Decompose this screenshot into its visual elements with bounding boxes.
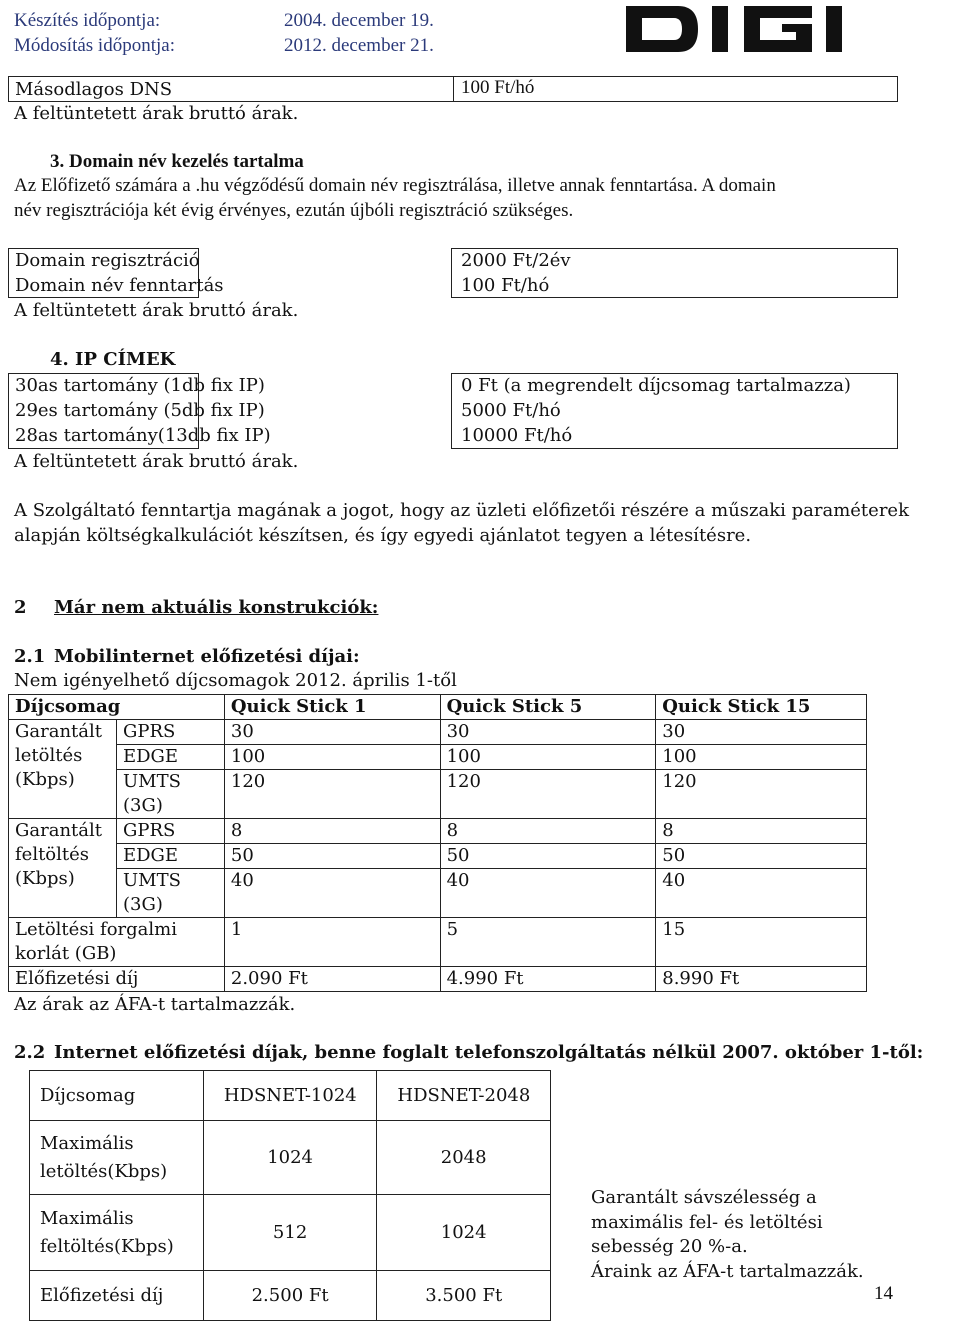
mobile-cell: 100 — [656, 745, 867, 770]
section-2-number: 2 — [14, 597, 27, 618]
mobile-subheading: Nem igényelhető díjcsomagok 2012. április 1-től — [14, 670, 457, 691]
mobile-dl-tech-gprs: GPRS — [116, 720, 224, 745]
table-row — [9, 819, 867, 844]
mobile-ul-tech-umts — [116, 869, 224, 918]
ip-28-label: 28as tartomány(13db fix IP) — [15, 425, 271, 446]
mobile-cell: 8.990 Ft — [656, 967, 867, 992]
mobile-cell: 50 — [224, 844, 440, 869]
modified-label: Módosítás időpontja: — [14, 35, 175, 56]
dns-value: 100 Ft/hó — [461, 77, 535, 98]
dsl-cell: 1024 — [203, 1121, 377, 1195]
mobile-note: Az árak az ÁFA-t tartalmazzák. — [14, 994, 296, 1015]
table-row — [30, 1271, 551, 1321]
mobile-dl-label — [9, 720, 117, 819]
table-row — [9, 695, 867, 720]
mobile-cell: 40 — [656, 869, 867, 918]
section-2-title: Már nem aktuális konstrukciók: — [54, 597, 379, 618]
mobile-cell: 15 — [656, 918, 867, 967]
mobile-ul-label-1: Garantált — [15, 820, 102, 841]
dsl-ul-label-2: feltöltés(Kbps) — [40, 1235, 174, 1257]
mobile-dl-umts: UMTS — [122, 771, 181, 792]
created-value: 2004. december 19. — [284, 10, 434, 31]
dns-row — [8, 76, 898, 102]
table-row — [30, 1121, 551, 1195]
ip-29-label: 29es tartomány (5db fix IP) — [15, 400, 265, 421]
table-row — [9, 844, 867, 869]
domain-heading: 3. Domain név kezelés tartalma — [50, 151, 304, 172]
dsl-ul-label-1: Maximális — [40, 1207, 134, 1229]
dsl-plan-2: HDSNET-2048 — [377, 1071, 551, 1121]
dsl-cell: 2048 — [377, 1121, 551, 1195]
ip-value-box — [451, 373, 898, 449]
domain-label-box — [8, 248, 224, 298]
mobile-ul-label — [9, 819, 117, 918]
digi-logo — [626, 4, 956, 54]
mobile-cell: 100 — [440, 745, 656, 770]
mobile-cell: 8 — [224, 819, 440, 844]
mobile-cell: 30 — [440, 720, 656, 745]
page-number: 14 — [874, 1283, 893, 1304]
dsl-side-note — [591, 1186, 864, 1284]
dsl-col-header: Díjcsomag — [30, 1071, 204, 1121]
dsl-side-note-3: sebesség 20 %-a. — [591, 1236, 748, 1257]
mobile-limit-label — [9, 918, 225, 967]
dsl-fee-label: Előfizetési díj — [30, 1271, 204, 1321]
ip-para-2: alapján költségkalkulációt készítsen, és így egyedi ajánlatot tegyen a létesítésre. — [14, 525, 752, 546]
mobile-dl-label-1: Garantált — [15, 721, 102, 742]
mobile-cell: 50 — [656, 844, 867, 869]
domain-keep-label: Domain név fenntartás — [15, 275, 224, 296]
table-row — [9, 869, 867, 918]
mobile-ul-tech-gprs: GPRS — [116, 819, 224, 844]
mobile-fee-label: Előfizetési díj — [9, 967, 225, 992]
mobile-heading-number: 2.1 — [14, 646, 46, 667]
dsl-cell: 3.500 Ft — [377, 1271, 551, 1321]
mobile-cell: 100 — [224, 745, 440, 770]
domain-para-1: Az Előfizető számára a .hu végződésű domain név regisztrálása, illetve annak fenntartása. A domain — [14, 175, 776, 196]
table-row — [9, 967, 867, 992]
table-row — [30, 1071, 551, 1121]
mobile-ul-umts: UMTS — [122, 870, 181, 891]
mobile-cell: 30 — [656, 720, 867, 745]
dsl-ul-label — [30, 1195, 204, 1271]
dsl-heading: Internet előfizetési díjak, benne foglalt telefonszolgáltatás nélkül 2007. október 1-től: — [54, 1042, 924, 1063]
mobile-plan-2: Quick Stick 5 — [440, 695, 656, 720]
domain-reg-value: 2000 Ft/2év — [461, 250, 571, 271]
mobile-dl-label-2: letöltés — [15, 745, 83, 766]
mobile-cell: 2.090 Ft — [224, 967, 440, 992]
mobile-cell: 5 — [440, 918, 656, 967]
dsl-dl-label — [30, 1121, 204, 1195]
table-row — [9, 770, 867, 819]
mobile-cell: 4.990 Ft — [440, 967, 656, 992]
dsl-side-note-4: Áraink az ÁFA-t tartalmazzák. — [591, 1260, 864, 1282]
mobile-col-header: Díjcsomag — [9, 695, 225, 720]
table-row — [30, 1195, 551, 1271]
dsl-side-note-2: maximális fel- és letöltési — [591, 1211, 823, 1233]
mobile-limit-label-2: korlát (GB) — [15, 943, 117, 964]
dsl-plan-1: HDSNET-1024 — [203, 1071, 377, 1121]
mobile-ul-tech-edge: EDGE — [116, 844, 224, 869]
mobile-cell: 120 — [224, 770, 440, 819]
table-row — [9, 918, 867, 967]
created-label: Készítés időpontja: — [14, 10, 161, 31]
dsl-dl-label-2: letöltés(Kbps) — [40, 1160, 168, 1182]
mobile-ul-label-2: feltöltés — [15, 844, 90, 865]
mobile-dl-tech-edge: EDGE — [116, 745, 224, 770]
mobile-ul-3g: (3G) — [122, 894, 163, 915]
mobile-cell: 30 — [224, 720, 440, 745]
domain-para-2: név regisztrációja két évig érvényes, ezután újbóli regisztráció szükséges. — [14, 200, 574, 221]
dsl-cell: 1024 — [377, 1195, 551, 1271]
ip-label-box — [8, 373, 271, 449]
ip-28-value: 10000 Ft/hó — [461, 425, 573, 446]
dsl-dl-label-1: Maximális — [40, 1132, 134, 1154]
dns-note: A feltüntetett árak bruttó árak. — [14, 103, 299, 124]
mobile-dl-3g: (3G) — [122, 795, 163, 816]
ip-29-value: 5000 Ft/hó — [461, 400, 561, 421]
dsl-heading-number: 2.2 — [14, 1042, 46, 1063]
mobile-heading: Mobilinternet előfizetési díjai: — [54, 646, 360, 667]
ip-para-1: A Szolgáltató fenntartja magának a jogot, hogy az üzleti előfizetői részére a műszaki paraméterek — [14, 500, 909, 521]
mobile-dl-tech-umts — [116, 770, 224, 819]
mobile-cell: 40 — [224, 869, 440, 918]
ip-30-label: 30as tartomány (1db fix IP) — [15, 375, 265, 396]
ip-30-value: 0 Ft (a megrendelt díjcsomag tartalmazza) — [461, 375, 851, 396]
mobile-cell: 8 — [656, 819, 867, 844]
modified-value: 2012. december 21. — [284, 35, 434, 56]
mobile-cell: 120 — [656, 770, 867, 819]
mobile-plan-1: Quick Stick 1 — [224, 695, 440, 720]
mobile-plan-3: Quick Stick 15 — [656, 695, 867, 720]
ip-heading: 4. IP CÍMEK — [50, 349, 176, 370]
domain-value-box — [451, 248, 898, 298]
table-row — [9, 720, 867, 745]
mobile-cell: 50 — [440, 844, 656, 869]
mobile-cell: 120 — [440, 770, 656, 819]
mobile-cell: 40 — [440, 869, 656, 918]
domain-keep-value: 100 Ft/hó — [461, 275, 550, 296]
mobile-ul-label-3: (Kbps) — [15, 868, 75, 889]
domain-note: A feltüntetett árak bruttó árak. — [14, 300, 299, 321]
dsl-side-note-1: Garantált sávszélesség a — [591, 1187, 817, 1208]
mobile-dl-label-3: (Kbps) — [15, 769, 75, 790]
mobile-cell: 1 — [224, 918, 440, 967]
dsl-cell: 2.500 Ft — [203, 1271, 377, 1321]
mobile-limit-label-1: Letöltési forgalmi — [15, 919, 177, 940]
mobile-cell: 8 — [440, 819, 656, 844]
mobile-table — [8, 694, 867, 992]
ip-note: A feltüntetett árak bruttó árak. — [14, 451, 299, 472]
dsl-table — [29, 1070, 551, 1321]
dsl-cell: 512 — [203, 1195, 377, 1271]
dns-label: Másodlagos DNS — [15, 79, 173, 100]
table-row — [9, 745, 867, 770]
domain-reg-label: Domain regisztráció — [15, 250, 200, 271]
